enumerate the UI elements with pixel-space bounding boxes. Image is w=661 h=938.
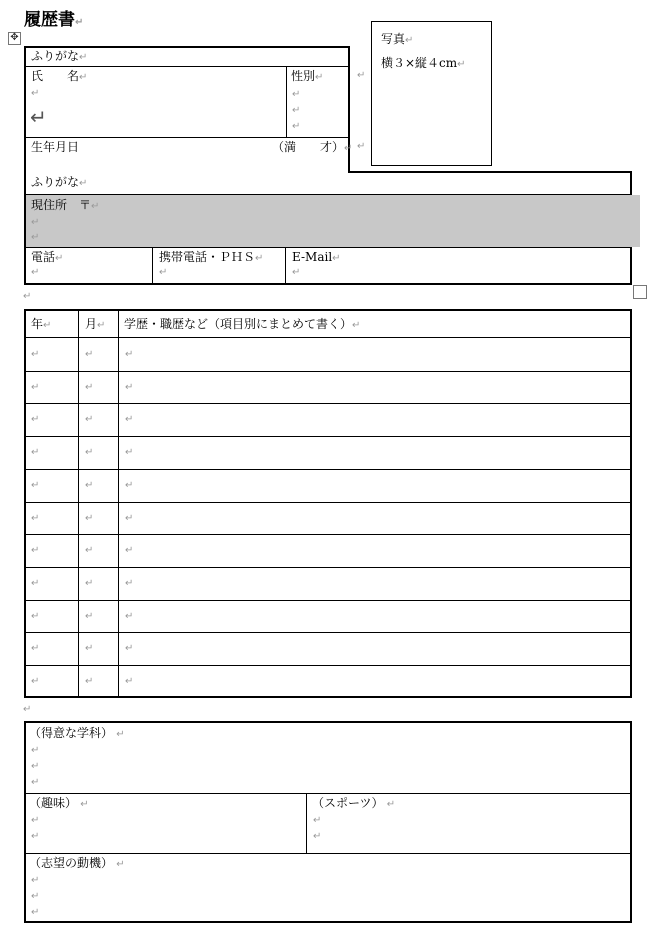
history-month-cell[interactable]: ↵ xyxy=(85,578,94,589)
history-content-cell[interactable]: ↵ xyxy=(125,414,134,425)
cell-end-mark-1: ↵ xyxy=(357,70,366,81)
subject-mark-1: ↵ xyxy=(31,745,40,756)
history-year-cell[interactable]: ↵ xyxy=(31,349,40,360)
document-title: 履歴書↵ xyxy=(24,10,84,30)
furigana2-label: ふりがな↵ xyxy=(31,175,88,189)
mobile-label: 携帯電話・ＰＨＳ↵ xyxy=(159,250,264,264)
history-month-cell[interactable]: ↵ xyxy=(85,513,94,524)
history-month-cell[interactable]: ↵ xyxy=(85,447,94,458)
history-month-cell[interactable]: ↵ xyxy=(85,611,94,622)
history-year-cell[interactable]: ↵ xyxy=(31,480,40,491)
history-content-cell[interactable]: ↵ xyxy=(125,480,134,491)
history-header-content: 学歴・職歴など（項目別にまとめて書く）↵ xyxy=(124,317,361,331)
hobby-mark-2: ↵ xyxy=(31,831,40,842)
motive-mark-1: ↵ xyxy=(31,875,40,886)
hobby-mark-1: ↵ xyxy=(31,815,40,826)
phone-mark: ↵ xyxy=(31,267,40,278)
gender-label: 性別↵ xyxy=(291,69,324,83)
move-handle-icon[interactable]: ✥ xyxy=(8,32,21,45)
history-row-divider xyxy=(26,567,630,568)
email-label: E-Mail↵ xyxy=(292,250,341,264)
sports-mark-1: ↵ xyxy=(313,815,322,826)
cell-end-mark-2: ↵ xyxy=(357,141,366,152)
age-label: （満 才）↵ xyxy=(272,140,353,154)
history-header-month: 月↵ xyxy=(85,317,106,331)
photo-size: 横３×縦４cm↵ xyxy=(381,56,466,70)
history-month-cell[interactable]: ↵ xyxy=(85,349,94,360)
history-header-divider xyxy=(26,337,630,338)
email-mark: ↵ xyxy=(292,267,301,278)
history-year-cell[interactable]: ↵ xyxy=(31,414,40,425)
paragraph-mark-1: ↵ xyxy=(23,291,32,302)
resize-handle-icon[interactable] xyxy=(633,285,647,299)
history-month-cell[interactable]: ↵ xyxy=(85,382,94,393)
history-row-divider xyxy=(26,436,630,437)
history-year-cell[interactable]: ↵ xyxy=(31,545,40,556)
history-row-divider xyxy=(26,502,630,503)
history-table xyxy=(24,309,632,698)
gender-mark-3: ↵ xyxy=(292,121,301,132)
history-content-cell[interactable]: ↵ xyxy=(125,447,134,458)
history-month-cell[interactable]: ↵ xyxy=(85,545,94,556)
name-input[interactable]: ↵ xyxy=(30,105,47,129)
gender-mark-2: ↵ xyxy=(292,105,301,116)
history-content-cell[interactable]: ↵ xyxy=(125,349,134,360)
gender-mark-1: ↵ xyxy=(292,89,301,100)
subject-label: （得意な学科） ↵ xyxy=(29,726,125,740)
paragraph-mark-2: ↵ xyxy=(23,704,32,715)
history-content-cell[interactable]: ↵ xyxy=(125,643,134,654)
sports-mark-2: ↵ xyxy=(313,831,322,842)
history-row-divider xyxy=(26,665,630,666)
history-content-cell[interactable]: ↵ xyxy=(125,611,134,622)
sports-label: （スポーツ） ↵ xyxy=(312,796,396,810)
history-row-divider xyxy=(26,600,630,601)
extra-table xyxy=(24,721,632,923)
subject-mark-3: ↵ xyxy=(31,777,40,788)
address-mark-2: ↵ xyxy=(31,232,40,243)
motive-label: （志望の動機） ↵ xyxy=(29,856,125,870)
photo-label: 写真↵ xyxy=(381,32,414,46)
history-year-cell[interactable]: ↵ xyxy=(31,643,40,654)
motive-mark-2: ↵ xyxy=(31,891,40,902)
motive-mark-3: ↵ xyxy=(31,907,40,918)
history-month-cell[interactable]: ↵ xyxy=(85,676,94,687)
mobile-mark: ↵ xyxy=(159,267,168,278)
address-highlight xyxy=(26,195,640,247)
history-row-divider xyxy=(26,371,630,372)
history-year-cell[interactable]: ↵ xyxy=(31,611,40,622)
history-year-cell[interactable]: ↵ xyxy=(31,382,40,393)
history-content-cell[interactable]: ↵ xyxy=(125,513,134,524)
history-year-cell[interactable]: ↵ xyxy=(31,578,40,589)
history-row-divider xyxy=(26,632,630,633)
address-mark-1: ↵ xyxy=(31,217,40,228)
history-year-cell[interactable]: ↵ xyxy=(31,447,40,458)
history-row-divider xyxy=(26,534,630,535)
history-row-divider xyxy=(26,469,630,470)
name-mark: ↵ xyxy=(31,88,40,99)
history-header-year: 年↵ xyxy=(31,317,52,331)
history-content-cell[interactable]: ↵ xyxy=(125,545,134,556)
birth-label: 生年月日 xyxy=(31,140,80,154)
phone-label: 電話↵ xyxy=(31,250,64,264)
hobby-label: （趣味） ↵ xyxy=(29,796,89,810)
history-year-cell[interactable]: ↵ xyxy=(31,513,40,524)
history-month-cell[interactable]: ↵ xyxy=(85,643,94,654)
history-content-cell[interactable]: ↵ xyxy=(125,578,134,589)
address-label: 現住所 〒↵ xyxy=(31,198,100,212)
history-month-cell[interactable]: ↵ xyxy=(85,480,94,491)
history-content-cell[interactable]: ↵ xyxy=(125,676,134,687)
furigana-label: ふりがな↵ xyxy=(31,49,88,63)
history-row-divider xyxy=(26,403,630,404)
history-year-cell[interactable]: ↵ xyxy=(31,676,40,687)
name-label: 氏 名↵ xyxy=(31,69,88,83)
history-month-cell[interactable]: ↵ xyxy=(85,414,94,425)
subject-mark-2: ↵ xyxy=(31,761,40,772)
history-content-cell[interactable]: ↵ xyxy=(125,382,134,393)
